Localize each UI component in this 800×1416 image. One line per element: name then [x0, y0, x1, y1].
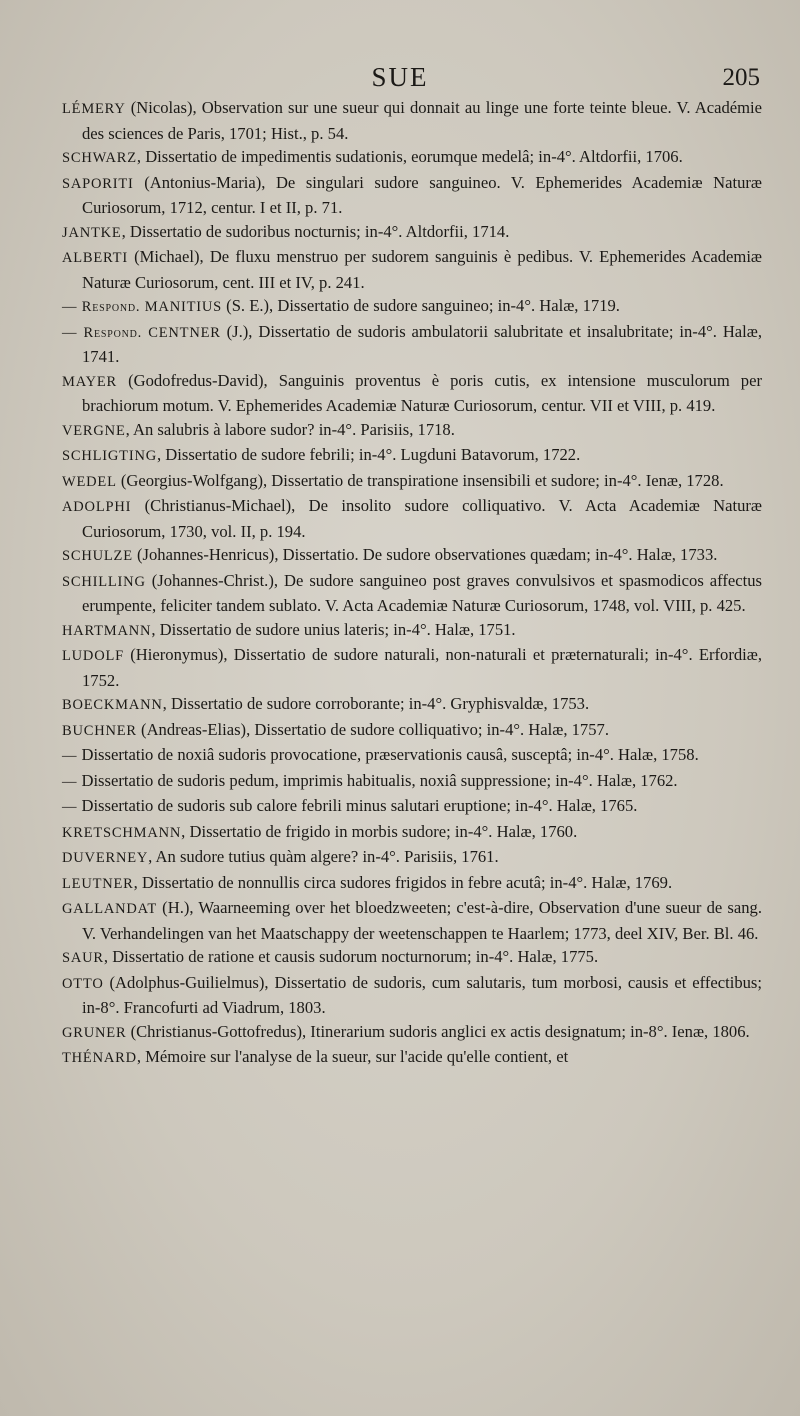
entry-text: (H.), Waarneeming over het bloedzweeten; c'est-à-dire, Observation d'une sueur de sang. V. Verhandelingen van het Maatschappy der weetenschappen te Haarlem; 1773, deel XIV, Ber. Bl. 46.: [82, 898, 762, 943]
entry-text: Dissertatio de sudoris sub calore febrili minus salutari eruptione; in-4°. Halæ, 1765.: [77, 796, 638, 815]
entry-text: , Mémoire sur l'analyse de la sueur, sur l'acide qu'elle contient, et: [136, 1047, 569, 1066]
entry-author: BOECKMANN: [62, 697, 163, 713]
entry-author: —: [62, 799, 78, 815]
entry-text: (Johannes-Christ.), De sudore sanguineo post graves convulsivos et spasmodicos affectus erumpente, feliciter tandem sublato. V. Acta Academiæ Naturæ Curiosorum, 1748, vol. VIII, p. 425.: [82, 570, 762, 615]
entry-author: SCHILLING: [62, 573, 146, 590]
entry-text: Dissertatio de sudoris pedum, imprimis habitualis, noxiâ suppressione; in-4°. Halæ, 1762.: [77, 770, 678, 790]
bibliography-entry: [62, 494, 762, 543]
bibliography-entry: [62, 743, 762, 769]
entry-text: , Dissertatio de frigido in morbis sudore; in-4°. Halæ, 1760.: [181, 821, 578, 841]
bibliography-entry: [62, 245, 762, 294]
entry-text: (Christianus-Gottofredus), Itinerarium sudoris anglici ex actis designatum; in-8°. Ienæ, 1806.: [126, 1021, 750, 1041]
entry-text: (Adolphus-Guilielmus), Dissertatio de sudoris, cum salutaris, tum morbosi, causis et effectibus; in-8°. Francofurti ad Viadrum, 1803.: [82, 972, 762, 1017]
page-title: SUE: [371, 62, 429, 92]
entry-author: GRUNER: [62, 1024, 127, 1041]
entry-text: (Christianus-Michael), De insolito sudore colliquativo. V. Acta Academiæ Naturæ Curiosorum, 1730, vol. II, p. 194.: [82, 496, 762, 541]
bibliography-entry: [62, 971, 762, 1020]
entry-text: Dissertatio de noxiâ sudoris provocatione, præservationis causâ, susceptâ; in-4°. Halæ, 1758.: [77, 745, 699, 764]
entry-author: ALBERTI: [62, 250, 128, 266]
bibliography-entry: [62, 569, 762, 618]
bibliography-entry: [62, 418, 762, 444]
entry-text: , Dissertatio de sudore unius lateris; in-4°. Halæ, 1751.: [151, 619, 516, 639]
entry-text: , An salubris à labore sudor? in-4°. Parisiis, 1718.: [125, 419, 455, 439]
bibliography-entry: [62, 145, 762, 171]
entry-text: , Dissertatio de sudore febrili; in-4°. Lugduni Batavorum, 1722.: [157, 445, 581, 464]
bibliography-entry: [62, 643, 762, 692]
entry-author: ADOLPHI: [62, 499, 132, 515]
bibliography-entry: [62, 443, 762, 469]
bibliography-entry: [62, 171, 762, 220]
entry-author: LÉMERY: [62, 101, 126, 117]
bibliography-entry: [62, 320, 762, 369]
entry-author: THÉNARD: [62, 1050, 137, 1066]
entry-author: — Respond. CENTNER: [62, 324, 221, 341]
entry-text: , Dissertatio de ratione et causis sudorum nocturnorum; in-4°. Halæ, 1775.: [103, 947, 599, 966]
entry-author: —: [62, 748, 78, 764]
bibliography-entry: [62, 820, 762, 846]
bibliography-entry: [62, 469, 762, 495]
entry-author: JANTKE: [62, 224, 122, 241]
entry-author: HARTMANN: [62, 622, 152, 639]
entry-text: (Nicolas), Observation sur une sueur qui donnait au linge une forte teinte bleue. V. Académie des sciences de Paris, 1701; Hist., p. 54.: [82, 98, 762, 143]
bibliography-entry: [62, 794, 762, 820]
entry-author: —: [62, 773, 78, 790]
entry-author: VERGNE: [62, 422, 126, 439]
entry-author: SCHULZE: [62, 548, 133, 564]
bibliography-entry: [62, 294, 762, 320]
entry-author: SCHWARZ: [62, 150, 137, 166]
entry-text: (S. E.), Dissertatio de sudore sanguineo; in-4°. Halæ, 1719.: [222, 296, 620, 315]
entry-text: (Andreas-Elias), Dissertatio de sudore colliquativo; in-4°. Halæ, 1757.: [136, 719, 609, 739]
entry-author: WEDEL: [62, 473, 117, 490]
entry-author: LUDOLF: [62, 648, 124, 664]
bibliography-entry: [62, 618, 762, 644]
entry-text: (Johannes-Henricus), Dissertatio. De sudore observationes quædam; in-4°. Halæ, 1733.: [132, 545, 718, 564]
entry-author: BUCHNER: [62, 722, 137, 739]
bibliography-entry: [62, 1020, 762, 1046]
entry-author: DUVERNEY: [62, 850, 149, 866]
bibliography-entry: [62, 220, 762, 246]
entry-text: , An sudore tutius quàm algere? in-4°. Parisiis, 1761.: [148, 847, 499, 866]
entry-text: (J.), Dissertatio de sudoris ambulatorii salubritate et insalubritate; in-4°. Halæ, 1741.: [82, 321, 762, 366]
bibliography-entry: [62, 769, 762, 795]
entry-text: , Dissertatio de impedimentis sudationis, eorumque medelâ; in-4°. Altdorfii, 1706.: [136, 147, 683, 166]
entry-text: , Dissertatio de sudoribus nocturnis; in-4°. Altdorfii, 1714.: [121, 221, 510, 241]
bibliography-entry: [62, 96, 762, 145]
bibliography-entry: [62, 871, 762, 897]
entry-author: MAYER: [62, 373, 118, 390]
entry-text: (Antonius-Maria), De singulari sudore sanguineo. V. Ephemerides Academiæ Naturæ Curiosorum, 1712, centur. I et II, p. 71.: [82, 172, 762, 217]
entry-text: (Godofredus-David), Sanguinis proventus è poris cutis, ex intensione musculorum per brachiorum motum. V. Ephemerides Academiæ Naturæ Curiosorum, centur. VII et VIII, p. 419.: [82, 370, 762, 415]
bibliography-entry: [62, 1045, 762, 1071]
entry-author: SCHLIGTING: [62, 448, 157, 464]
bibliography-entry: [62, 543, 762, 569]
entry-author: KRETSCHMANN: [62, 824, 182, 841]
bibliography-entry: [62, 718, 762, 744]
entry-text: (Michael), De fluxu menstruo per sudorem sanguinis è pedibus. V. Ephemerides Academiæ Naturæ Curiosorum, cent. III et IV, p. 241.: [82, 247, 762, 292]
entry-author: SAUR: [62, 950, 104, 966]
entry-author: OTTO: [62, 975, 104, 992]
entry-text: (Georgius-Wolfgang), Dissertatio de transpiratione insensibili et sudore; in-4°. Ienæ, 1728.: [116, 470, 724, 490]
bibliography-list: [62, 96, 762, 1071]
bibliography-entry: [62, 896, 762, 945]
bibliography-entry: [62, 369, 762, 418]
bibliography-entry: [62, 945, 762, 971]
entry-author: — Respond. MANITIUS: [62, 299, 223, 315]
entry-text: , Dissertatio de nonnullis circa sudores frigidos in febre acutâ; in-4°. Halæ, 1769.: [133, 872, 673, 892]
entry-text: , Dissertatio de sudore corroborante; in-4°. Gryphisvaldæ, 1753.: [162, 694, 590, 713]
entry-author: LEUTNER: [62, 875, 134, 892]
entry-text: (Hieronymus), Dissertatio de sudore naturali, non-naturali et præternaturali; in-4°. Erfordiæ, 1752.: [82, 645, 762, 690]
bibliography-entry: [62, 845, 762, 871]
entry-author: GALLANDAT: [62, 901, 157, 917]
entry-author: SAPORITI: [62, 175, 134, 192]
bibliography-entry: [62, 692, 762, 718]
page-number: 205: [722, 64, 760, 91]
